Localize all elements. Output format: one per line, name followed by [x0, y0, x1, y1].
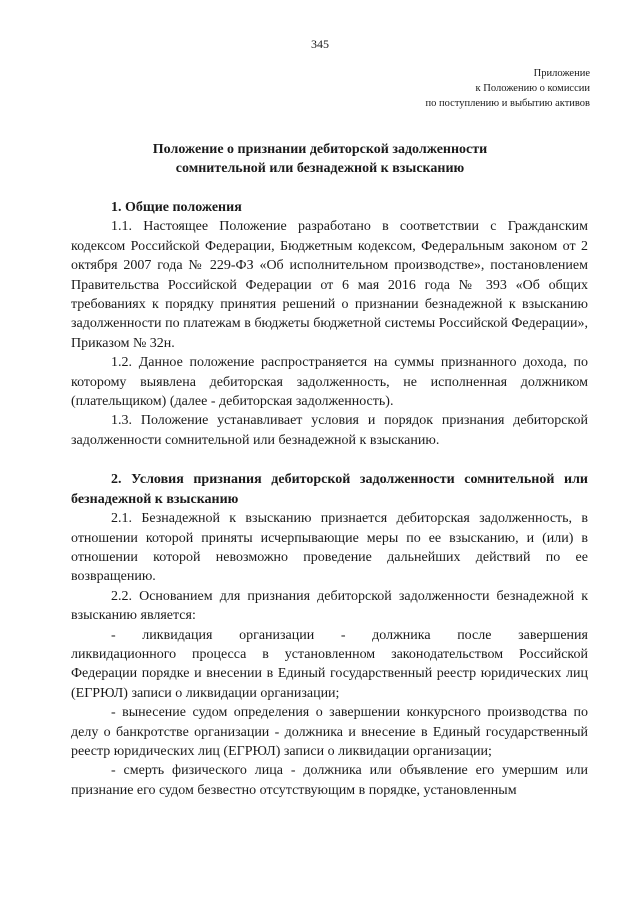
document-title — [0, 140, 640, 178]
paragraph-2-2: 2.2. Основанием для признания дебиторской задолженности безнадежной к взысканию является: — [71, 588, 588, 624]
appendix-note — [426, 66, 590, 111]
word: - — [340, 627, 346, 643]
section-1-heading: 1. Общие положения — [111, 200, 242, 215]
paragraph-1-3: 1.3. Положение устанавливает условия и порядок признания дебиторской задолженности сомнительной или безнадежной к взысканию. — [71, 413, 588, 448]
word: должника — [372, 627, 431, 643]
paragraph-1-1: 1.1. Настоящее Положение разработано в соответствии с Гражданским кодексом Российской Федерации, Бюджетным кодексом, Федеральным законом от 2 октября 2007 года № 229-ФЗ «Об исполнительном производстве», постановлением Правительства Российской Федерации от 6 мая 2016 года № 393 «Об общих требованиях к порядку принятия решений о признании безнадежной к взысканию задолженности по платежам в бюджеты бюджетной системы Российской Федерации», Приказом № 32н. — [71, 219, 588, 351]
list-item-liquidation-rest: ликвидационного процесса в установленном законодательством Российской Федерации порядке и внесении в Единый государственный реестр юридических лиц (ЕГРЮЛ) записи о ликвидации организации; — [71, 646, 588, 701]
page-number: 345 — [311, 37, 329, 51]
appendix-line-2: к Положению о комиссии — [475, 83, 590, 94]
word: - — [111, 627, 116, 643]
paragraph-1-2: 1.2. Данное положение распространяется на суммы признанного дохода, по которому выявлена дебиторская задолженность, не исполненная должником (плательщиком) (далее - дебиторская задолженность). — [71, 355, 588, 410]
word: ликвидация — [142, 627, 213, 643]
word: организации — [239, 627, 315, 643]
list-item-death: - смерть физического лица - должника или объявление его умершим или признание его судом безвестно отсутствующим в порядке, установленным — [71, 763, 588, 798]
title-line-1: Положение о признании дебиторской задолженности — [152, 142, 488, 157]
document-body — [71, 198, 588, 800]
word: завершения — [518, 627, 588, 643]
appendix-line-3: по поступлению и выбытию активов — [425, 98, 590, 109]
paragraph-2-1: 2.1. Безнадежной к взысканию признается дебиторская задолженность, в отношении которой приняты исчерпывающие меры по ее взысканию, и (или) в отношении которой невозможно проведение дальнейших действий по ее возвращению. — [71, 511, 588, 585]
section-2-heading: 2. Условия признания дебиторской задолженности сомнительной или безнадежной к взысканию — [71, 472, 588, 507]
appendix-line-1: Приложение — [533, 68, 590, 79]
word: после — [457, 627, 492, 643]
list-item-liquidation-first-line — [71, 626, 588, 645]
list-item-bankruptcy: - вынесение судом определения о завершении конкурсного производства по делу о банкротстве организации - должника и внесение в Единый государственный реестр юридических лиц (ЕГРЮЛ) записи о ликвидации организации; — [71, 705, 588, 759]
title-line-2: сомнительной или безнадежной к взысканию — [175, 161, 465, 176]
